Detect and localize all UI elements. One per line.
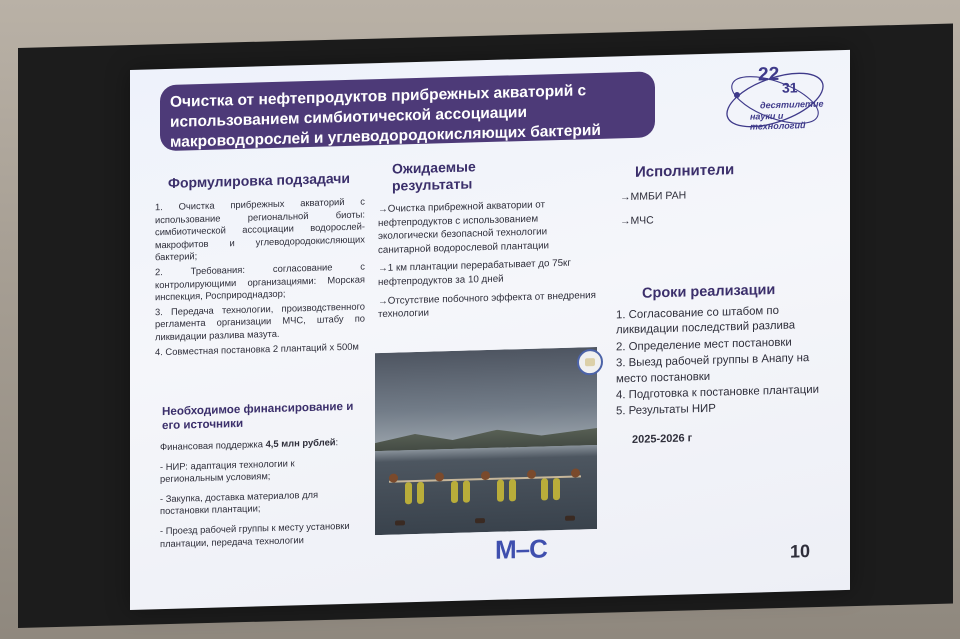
list-item: 1. Согласование со штабом по ликвидации последствий разлива — [616, 304, 796, 337]
decade-logo — [720, 58, 830, 141]
results-heading: Ожидаемые результаты — [392, 158, 476, 194]
anchor-icon — [395, 520, 405, 525]
funding-item: - НИР: адаптация технологии к региональным условиям; — [160, 456, 295, 485]
list-item: 5. Результаты НИР — [616, 403, 716, 418]
executors-list — [620, 185, 800, 238]
anchor-icon — [475, 518, 485, 523]
terms-list — [616, 302, 830, 421]
list-item: 1. Очистка прибрежных акваторий с использование региональной биоты: симбиотической ассоциации водорослей-макрофитов и углеводородокисляющих бактерий; — [155, 195, 365, 263]
funding-amount: 4,5 млн рублей — [265, 436, 336, 450]
anchor-icon — [565, 516, 575, 521]
page-number: 10 — [790, 541, 811, 562]
subtask-heading: Формулировка подзадачи — [168, 169, 351, 191]
funding-item: - Проезд рабочей группы к месту установки плантации, передача технологии — [160, 519, 350, 549]
funding-text — [160, 436, 360, 558]
list-item: 2. Требования: согласование с контролирующими организациями: Морская инспекция, Росприроднадзор; — [155, 260, 365, 303]
list-item: 2. Определение мест постановки — [616, 336, 792, 354]
emblem-icon — [577, 349, 603, 376]
logo-caption-2: науки и технологий — [750, 110, 806, 132]
presentation-slide — [130, 50, 850, 610]
funding-colon: : — [335, 436, 339, 448]
terms-heading: Сроки реализации — [642, 281, 776, 302]
logo-number-1: 22 — [758, 63, 780, 86]
list-item: 3. Передача технологии, производственного регламента организации МЧС, штабу по ликвидации разлива мазута. — [155, 300, 365, 343]
funding-lead: Финансовая поддержка — [160, 438, 266, 453]
logo-number-2: 31 — [782, 79, 798, 96]
list-item: →Очистка прибрежной акватории от нефтепродуктов с использованием экологически безопасной технологии санитарной водорослевой плантации — [378, 199, 550, 256]
slide-title: Очистка от нефтепродуктов прибрежных акваторий с использованием симбиотической ассоциации макроводорослей и углеводородокисляющих бактерий — [160, 71, 655, 151]
list-item: 4. Совместная постановка 2 плантаций х 500м — [155, 340, 359, 357]
subtask-list — [155, 195, 365, 360]
logo-caption-1: десятилетие — [760, 98, 824, 111]
list-item: →Отсутствие побочного эффекта от внедрения технологии — [378, 289, 596, 321]
list-item: →1 км плантации перерабатывает до 75кг нефтепродуктов за 10 дней — [378, 258, 571, 289]
funding-item: - Закупка, доставка материалов для постановки плантации; — [160, 488, 319, 517]
list-item: →ММБИ РАН — [620, 189, 687, 204]
period-text: 2025-2026 г — [632, 432, 693, 446]
list-item: →МЧС — [620, 214, 654, 228]
funding-heading: Необходимое финансирование и его источники — [162, 399, 354, 433]
list-item: 3. Выезд рабочей группы в Анапу на место постановки — [616, 352, 810, 386]
list-item: 4. Подготовка к постановке плантации — [616, 383, 819, 402]
plantation-photo — [375, 347, 597, 535]
executors-heading: Исполнители — [635, 161, 735, 181]
results-list — [378, 197, 600, 327]
brand-logo: М–С — [495, 533, 547, 565]
